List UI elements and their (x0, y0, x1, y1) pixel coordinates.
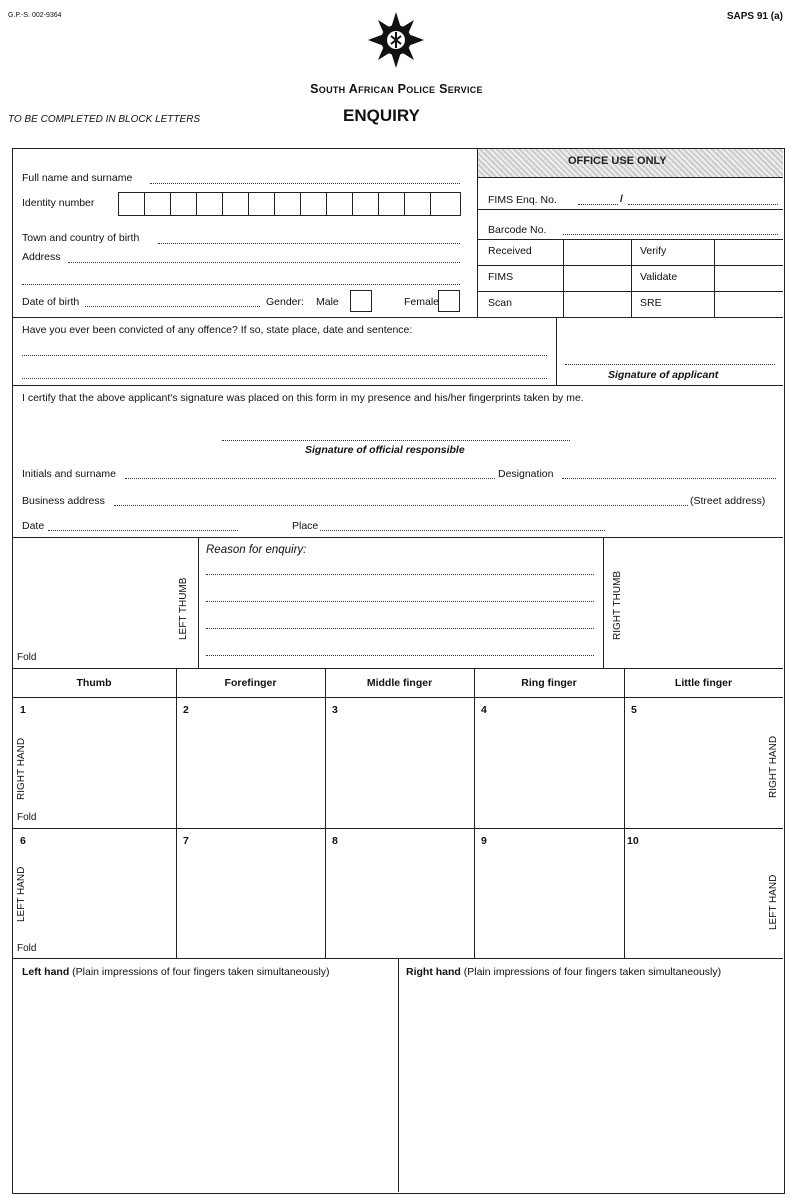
male-label: Male (316, 296, 339, 308)
office-use-heading: OFFICE USE ONLY (568, 155, 667, 167)
address-field-1[interactable] (68, 262, 460, 263)
full-name-label: Full name and surname (22, 172, 133, 184)
fold-mark: Fold (17, 652, 37, 663)
applicant-signature-field[interactable] (565, 364, 775, 365)
reason-field-1[interactable] (206, 574, 594, 575)
right-thumb-label: RIGHT THUMB (612, 570, 623, 640)
received-label: Received (488, 245, 532, 257)
female-checkbox[interactable] (438, 290, 460, 312)
gender-label: Gender: (266, 296, 304, 308)
finger-number: 8 (332, 835, 338, 847)
organisation-name: South African Police Service (310, 82, 483, 96)
header-forefinger: Forefinger (224, 677, 277, 689)
reason-field-2[interactable] (206, 601, 594, 602)
applicant-signature-label: Signature of applicant (608, 369, 719, 381)
initials-label: Initials and surname (22, 468, 116, 480)
header-ring-finger: Ring finger (521, 677, 577, 689)
left-thumb-box[interactable] (13, 538, 197, 667)
date-label: Date (22, 520, 45, 532)
designation-label: Designation (498, 468, 554, 480)
header-little-finger: Little finger (674, 677, 733, 689)
sre-label: SRE (640, 297, 662, 309)
left-hand-label: LEFT HAND (16, 866, 27, 922)
certify-statement: I certify that the above applicant's signature was placed on this form in my presence and his/her fingerprints taken by me. (22, 392, 584, 404)
reason-label: Reason for enquiry: (206, 544, 307, 556)
left-thumb-label: LEFT THUMB (178, 577, 189, 640)
birth-place-label: Town and country of birth (22, 232, 140, 244)
finger-number: 5 (631, 704, 637, 716)
fims-label: FIMS (488, 271, 514, 283)
finger-number: 4 (481, 704, 487, 716)
left-hand-label: LEFT HAND (768, 874, 779, 930)
dob-label: Date of birth (22, 296, 80, 308)
fims-enq-field-1[interactable] (578, 204, 618, 205)
dob-field[interactable] (85, 306, 260, 307)
right-hand-label: RIGHT HAND (16, 737, 27, 800)
validate-label: Validate (640, 271, 678, 283)
right-hand-plain-title: Right hand (406, 966, 461, 978)
barcode-label: Barcode No. (488, 224, 547, 236)
conviction-field-1[interactable] (22, 355, 547, 356)
scan-label: Scan (488, 297, 512, 309)
finger-number: 2 (183, 704, 189, 716)
right-hand-plain-caption (406, 966, 721, 978)
female-label: Female (404, 296, 440, 308)
finger-number: 6 (20, 835, 26, 847)
left-hand-plain-note: (Plain impressions of four fingers taken simultaneously) (72, 966, 330, 978)
fold-mark: Fold (17, 812, 37, 823)
business-address-label: Business address (22, 495, 105, 507)
finger-number: 3 (332, 704, 338, 716)
saps-emblem-icon (366, 10, 426, 70)
left-hand-plain-caption (22, 966, 330, 978)
reason-field-4[interactable] (206, 655, 594, 656)
identity-number-boxes[interactable] (118, 192, 461, 216)
finger-number: 9 (481, 835, 487, 847)
page-title: ENQUIRY (343, 106, 420, 125)
fims-enq-field-2[interactable] (628, 204, 778, 205)
right-thumb-box[interactable] (604, 538, 782, 667)
place-label: Place (292, 520, 319, 532)
street-address-note: (Street address) (690, 495, 766, 507)
left-hand-plain-title: Left hand (22, 966, 70, 978)
designation-field[interactable] (562, 478, 776, 479)
official-signature-label: Signature of official responsible (305, 444, 465, 456)
barcode-field[interactable] (563, 234, 778, 235)
finger-number: 7 (183, 835, 189, 847)
form-code: G.P.-S. 002-9364 (8, 12, 62, 19)
identity-number-label: Identity number (22, 197, 95, 209)
full-name-field[interactable] (150, 183, 460, 184)
address-label: Address (22, 251, 61, 263)
initials-field[interactable] (125, 478, 495, 479)
right-hand-label: RIGHT HAND (768, 735, 779, 798)
reason-field-3[interactable] (206, 628, 594, 629)
header-middle-finger: Middle finger (366, 677, 433, 689)
right-hand-plain-note: (Plain impressions of four fingers taken simultaneously) (463, 966, 722, 978)
finger-number: 1 (20, 704, 26, 716)
conviction-field-2[interactable] (22, 378, 547, 379)
male-checkbox[interactable] (350, 290, 372, 312)
header-thumb: Thumb (76, 677, 112, 689)
fims-enq-separator: / (620, 193, 623, 205)
place-field[interactable] (320, 530, 605, 531)
fold-mark: Fold (17, 943, 37, 954)
finger-number: 10 (627, 835, 639, 847)
fims-enq-label: FIMS Enq. No. (488, 194, 557, 206)
form-number: SAPS 91 (a) (726, 11, 783, 22)
date-field[interactable] (48, 530, 238, 531)
block-letters-instruction: TO BE COMPLETED IN BLOCK LETTERS (8, 114, 201, 125)
birth-place-field[interactable] (158, 243, 460, 244)
business-address-field[interactable] (114, 505, 688, 506)
address-field-2[interactable] (22, 284, 460, 285)
verify-label: Verify (640, 245, 667, 257)
conviction-question: Have you ever been convicted of any offence? If so, state place, date and sentence: (22, 324, 413, 336)
official-signature-field[interactable] (222, 440, 570, 441)
